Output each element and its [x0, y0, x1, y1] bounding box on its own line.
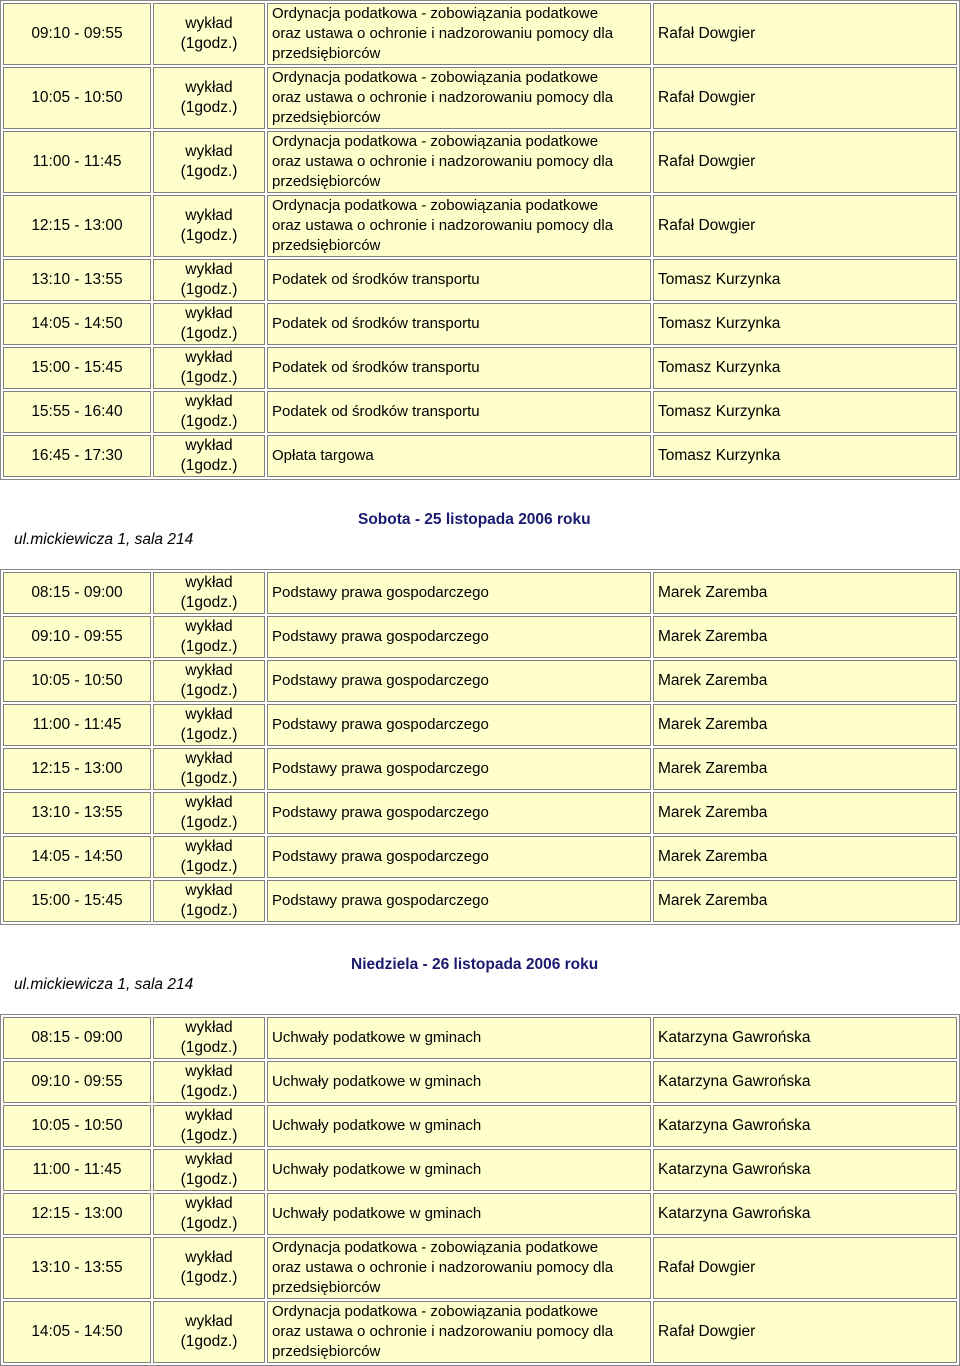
time-slot: 14:05 - 14:50 [3, 303, 151, 345]
class-type: wykład [185, 1019, 233, 1036]
class-type-cell [153, 1301, 265, 1363]
lecturer-name: Marek Zaremba [653, 748, 957, 790]
lecturer-name: Rafał Dowgier [653, 195, 957, 257]
subject-line: Podstawy prawa gospodarczego [272, 584, 489, 601]
subject-cell [267, 880, 651, 922]
schedule-row [3, 1237, 957, 1299]
schedule-table-saturday [0, 569, 960, 925]
subject-cell [267, 131, 651, 193]
subject-line: Podstawy prawa gospodarczego [272, 716, 489, 733]
subject-cell [267, 1301, 651, 1363]
subject-cell [267, 572, 651, 614]
class-type-cell [153, 1237, 265, 1299]
subject-line: Ordynacja podatkowa - zobowiązania podatkowe [272, 1303, 599, 1320]
subject-line: Uchwały podatkowe w gminach [272, 1117, 482, 1134]
class-type: wykład [185, 143, 233, 160]
lecturer-name: Marek Zaremba [653, 880, 957, 922]
time-slot: 08:15 - 09:00 [3, 1017, 151, 1059]
subject-line: przedsiębiorców [272, 45, 381, 62]
time-slot: 09:10 - 09:55 [3, 3, 151, 65]
lecturer-name: Rafał Dowgier [653, 131, 957, 193]
subject-cell [267, 660, 651, 702]
class-hours: (1godz.) [180, 227, 238, 244]
schedule-row [3, 572, 957, 614]
subject-cell [267, 195, 651, 257]
time-slot: 10:05 - 10:50 [3, 1105, 151, 1147]
subject-line: Podstawy prawa gospodarczego [272, 760, 489, 777]
subject-cell [267, 259, 651, 301]
time-slot: 15:00 - 15:45 [3, 880, 151, 922]
class-hours: (1godz.) [180, 325, 238, 342]
class-type: wykład [185, 1063, 233, 1080]
schedule-row [3, 195, 957, 257]
schedule-row [3, 836, 957, 878]
subject-line: Uchwały podatkowe w gminach [272, 1205, 482, 1222]
subject-line: Uchwały podatkowe w gminach [272, 1073, 482, 1090]
class-hours: (1godz.) [180, 413, 238, 430]
time-slot: 15:55 - 16:40 [3, 391, 151, 433]
lecturer-name: Marek Zaremba [653, 660, 957, 702]
subject-cell [267, 1237, 651, 1299]
time-slot: 16:45 - 17:30 [3, 435, 151, 477]
subject-line: oraz ustawa o ochronie i nadzorowaniu pomocy dla [272, 89, 614, 106]
schedule-row [3, 67, 957, 129]
class-type: wykład [185, 349, 233, 366]
schedule-row [3, 1017, 957, 1059]
class-hours: (1godz.) [180, 457, 238, 474]
subject-line: przedsiębiorców [272, 109, 381, 126]
lecturer-name: Tomasz Kurzynka [653, 391, 957, 433]
class-hours: (1godz.) [180, 726, 238, 743]
time-slot: 10:05 - 10:50 [3, 67, 151, 129]
class-type-cell [153, 303, 265, 345]
lecturer-name: Katarzyna Gawrońska [653, 1061, 957, 1103]
subject-cell [267, 748, 651, 790]
schedule-row [3, 1105, 957, 1147]
subject-cell [267, 1193, 651, 1235]
subject-line: Podatek od środków transportu [272, 359, 480, 376]
lecturer-name: Rafał Dowgier [653, 67, 957, 129]
time-slot: 14:05 - 14:50 [3, 1301, 151, 1363]
class-type-cell [153, 748, 265, 790]
time-slot: 12:15 - 13:00 [3, 1193, 151, 1235]
subject-line: Podstawy prawa gospodarczego [272, 672, 489, 689]
class-type: wykład [185, 437, 233, 454]
subject-line: Podatek od środków transportu [272, 403, 480, 420]
time-slot: 12:15 - 13:00 [3, 748, 151, 790]
class-type-cell [153, 704, 265, 746]
class-type-cell [153, 660, 265, 702]
schedule-row [3, 435, 957, 477]
subject-line: Podstawy prawa gospodarczego [272, 892, 489, 909]
lecturer-name: Marek Zaremba [653, 704, 957, 746]
class-type-cell [153, 880, 265, 922]
subject-line: Ordynacja podatkowa - zobowiązania podatkowe [272, 5, 599, 22]
class-type-cell [153, 792, 265, 834]
class-type: wykład [185, 794, 233, 811]
schedule-row [3, 1301, 957, 1363]
subject-line: przedsiębiorców [272, 237, 381, 254]
room-label-sunday: ul.mickiewicza 1, sala 214 [14, 976, 194, 993]
class-type: wykład [185, 207, 233, 224]
class-hours: (1godz.) [180, 594, 238, 611]
schedule-row [3, 748, 957, 790]
subject-line: Podstawy prawa gospodarczego [272, 804, 489, 821]
lecturer-name: Marek Zaremba [653, 616, 957, 658]
subject-line: Ordynacja podatkowa - zobowiązania podatkowe [272, 197, 599, 214]
class-type-cell [153, 391, 265, 433]
subject-cell [267, 616, 651, 658]
subject-line: oraz ustawa o ochronie i nadzorowaniu pomocy dla [272, 25, 614, 42]
class-hours: (1godz.) [180, 1083, 238, 1100]
class-hours: (1godz.) [180, 163, 238, 180]
time-slot: 11:00 - 11:45 [3, 1149, 151, 1191]
class-hours: (1godz.) [180, 1171, 238, 1188]
class-type-cell [153, 1017, 265, 1059]
day-title-sunday: Niedziela - 26 listopada 2006 roku [351, 956, 599, 973]
class-type: wykład [185, 1107, 233, 1124]
subject-line: Podstawy prawa gospodarczego [272, 628, 489, 645]
lecturer-name: Katarzyna Gawrońska [653, 1105, 957, 1147]
time-slot: 09:10 - 09:55 [3, 1061, 151, 1103]
class-hours: (1godz.) [180, 858, 238, 875]
class-hours: (1godz.) [180, 1215, 238, 1232]
subject-line: Ordynacja podatkowa - zobowiązania podatkowe [272, 133, 599, 150]
schedule-row [3, 131, 957, 193]
class-type: wykład [185, 882, 233, 899]
subject-cell [267, 836, 651, 878]
time-slot: 11:00 - 11:45 [3, 704, 151, 746]
subject-cell [267, 792, 651, 834]
subject-line: Ordynacja podatkowa - zobowiązania podatkowe [272, 1239, 599, 1256]
lecturer-name: Rafał Dowgier [653, 3, 957, 65]
class-hours: (1godz.) [180, 99, 238, 116]
class-type-cell [153, 572, 265, 614]
schedule-row [3, 1061, 957, 1103]
subject-cell [267, 704, 651, 746]
class-type: wykład [185, 1313, 233, 1330]
class-type-cell [153, 435, 265, 477]
schedule-row [3, 303, 957, 345]
subject-cell [267, 1017, 651, 1059]
lecturer-name: Tomasz Kurzynka [653, 347, 957, 389]
subject-line: przedsiębiorców [272, 1279, 381, 1296]
subject-cell [267, 3, 651, 65]
time-slot: 08:15 - 09:00 [3, 572, 151, 614]
schedule-row [3, 347, 957, 389]
schedule-row [3, 880, 957, 922]
class-type: wykład [185, 1195, 233, 1212]
subject-line: Podatek od środków transportu [272, 271, 480, 288]
subject-line: Ordynacja podatkowa - zobowiązania podatkowe [272, 69, 599, 86]
time-slot: 10:05 - 10:50 [3, 660, 151, 702]
subject-line: oraz ustawa o ochronie i nadzorowaniu pomocy dla [272, 217, 614, 234]
subject-line: Podstawy prawa gospodarczego [272, 848, 489, 865]
class-type-cell [153, 131, 265, 193]
subject-cell [267, 391, 651, 433]
schedule-row [3, 391, 957, 433]
subject-cell [267, 303, 651, 345]
class-type-cell [153, 616, 265, 658]
class-type: wykład [185, 305, 233, 322]
time-slot: 11:00 - 11:45 [3, 131, 151, 193]
schedule-table-friday-continued [0, 0, 960, 480]
lecturer-name: Rafał Dowgier [653, 1301, 957, 1363]
class-hours: (1godz.) [180, 1269, 238, 1286]
class-type-cell [153, 1193, 265, 1235]
class-type-cell [153, 259, 265, 301]
class-type: wykład [185, 15, 233, 32]
subject-line: Opłata targowa [272, 447, 374, 464]
class-hours: (1godz.) [180, 369, 238, 386]
subject-cell [267, 67, 651, 129]
class-type-cell [153, 3, 265, 65]
subject-cell [267, 1061, 651, 1103]
class-hours: (1godz.) [180, 35, 238, 52]
schedule-row [3, 259, 957, 301]
schedule-row [3, 3, 957, 65]
class-type: wykład [185, 662, 233, 679]
subject-cell [267, 435, 651, 477]
class-type: wykład [185, 1249, 233, 1266]
class-type-cell [153, 836, 265, 878]
class-hours: (1godz.) [180, 682, 238, 699]
lecturer-name: Tomasz Kurzynka [653, 259, 957, 301]
class-type: wykład [185, 261, 233, 278]
schedule-row [3, 616, 957, 658]
time-slot: 14:05 - 14:50 [3, 836, 151, 878]
time-slot: 12:15 - 13:00 [3, 195, 151, 257]
class-type-cell [153, 195, 265, 257]
lecturer-name: Katarzyna Gawrońska [653, 1149, 957, 1191]
class-type-cell [153, 67, 265, 129]
schedule-row [3, 660, 957, 702]
schedule-row [3, 792, 957, 834]
time-slot: 13:10 - 13:55 [3, 1237, 151, 1299]
subject-cell [267, 1105, 651, 1147]
class-hours: (1godz.) [180, 281, 238, 298]
time-slot: 13:10 - 13:55 [3, 792, 151, 834]
class-type-cell [153, 1061, 265, 1103]
subject-line: Uchwały podatkowe w gminach [272, 1029, 482, 1046]
lecturer-name: Rafał Dowgier [653, 1237, 957, 1299]
class-type: wykład [185, 393, 233, 410]
class-hours: (1godz.) [180, 770, 238, 787]
class-type: wykład [185, 750, 233, 767]
class-type: wykład [185, 79, 233, 96]
class-type-cell [153, 347, 265, 389]
day-title-saturday: Sobota - 25 listopada 2006 roku [358, 511, 591, 528]
subject-line: oraz ustawa o ochronie i nadzorowaniu pomocy dla [272, 1323, 614, 1340]
time-slot: 15:00 - 15:45 [3, 347, 151, 389]
class-type-cell [153, 1149, 265, 1191]
class-hours: (1godz.) [180, 902, 238, 919]
schedule-row [3, 1193, 957, 1235]
time-slot: 13:10 - 13:55 [3, 259, 151, 301]
class-type: wykład [185, 838, 233, 855]
room-label-saturday: ul.mickiewicza 1, sala 214 [14, 531, 194, 548]
lecturer-name: Marek Zaremba [653, 572, 957, 614]
lecturer-name: Tomasz Kurzynka [653, 435, 957, 477]
subject-line: oraz ustawa o ochronie i nadzorowaniu pomocy dla [272, 1259, 614, 1276]
class-hours: (1godz.) [180, 814, 238, 831]
class-hours: (1godz.) [180, 1039, 238, 1056]
class-hours: (1godz.) [180, 1333, 238, 1350]
time-slot: 09:10 - 09:55 [3, 616, 151, 658]
lecturer-name: Katarzyna Gawrońska [653, 1193, 957, 1235]
lecturer-name: Tomasz Kurzynka [653, 303, 957, 345]
class-hours: (1godz.) [180, 1127, 238, 1144]
subject-cell [267, 347, 651, 389]
lecturer-name: Marek Zaremba [653, 836, 957, 878]
subject-line: przedsiębiorców [272, 1343, 381, 1360]
class-hours: (1godz.) [180, 638, 238, 655]
schedule-row [3, 1149, 957, 1191]
schedule-table-sunday [0, 1014, 960, 1366]
class-type: wykład [185, 706, 233, 723]
class-type-cell [153, 1105, 265, 1147]
class-type: wykład [185, 618, 233, 635]
subject-line: Podatek od środków transportu [272, 315, 480, 332]
subject-line: przedsiębiorców [272, 173, 381, 190]
subject-line: oraz ustawa o ochronie i nadzorowaniu pomocy dla [272, 153, 614, 170]
class-type: wykład [185, 574, 233, 591]
subject-cell [267, 1149, 651, 1191]
schedule-row [3, 704, 957, 746]
lecturer-name: Katarzyna Gawrońska [653, 1017, 957, 1059]
lecturer-name: Marek Zaremba [653, 792, 957, 834]
class-type: wykład [185, 1151, 233, 1168]
subject-line: Uchwały podatkowe w gminach [272, 1161, 482, 1178]
